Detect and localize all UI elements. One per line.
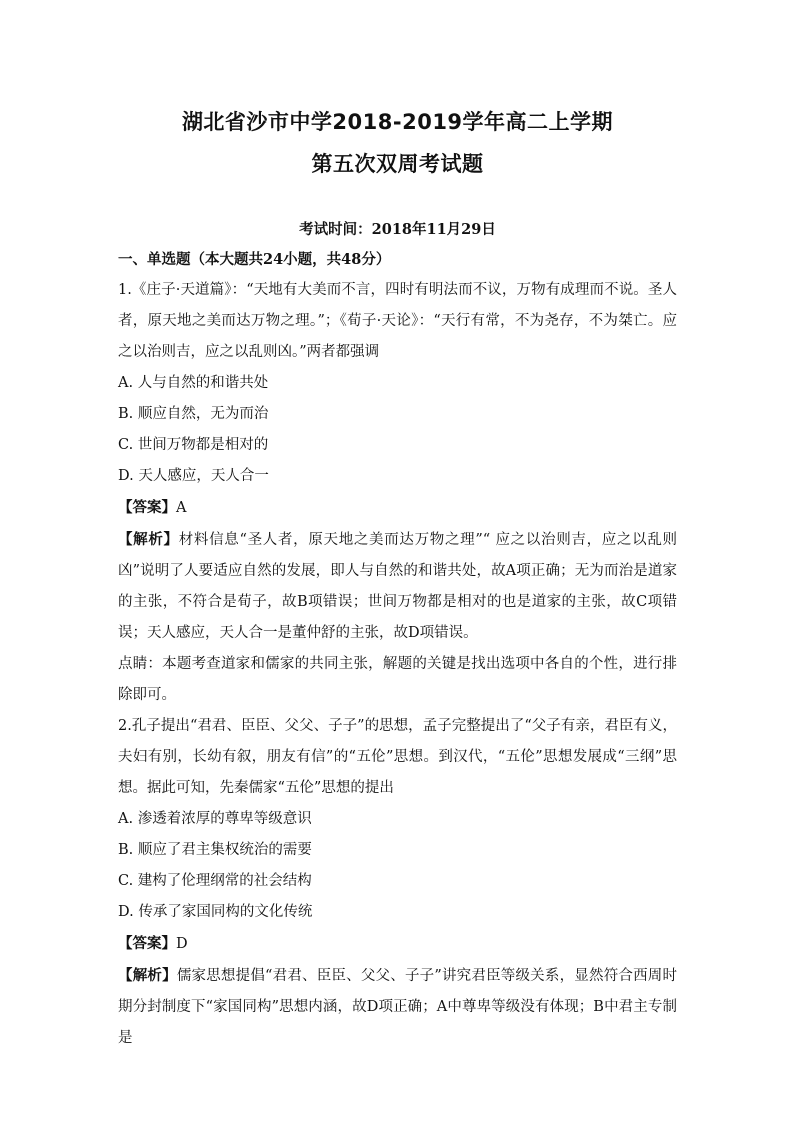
option-c: C. 建构了伦理纲常的社会结构	[118, 873, 312, 889]
option-b: B. 顺应了君主集权统治的需要	[118, 842, 312, 858]
exam-time: 考试时间：2018年11月29日	[299, 221, 496, 238]
answer-value: A	[176, 500, 187, 516]
question-stem: 2.孔子提出“君君、臣臣、父父、子子”的思想，孟子完整提出了“父子有亲，君臣有义，夫妇有别，长幼有叙，朋友有信”的“五伦”思想。到汉代，“五伦”思想发展成“三纲”思想。据此可知，先秦儒家“五伦”思想的提出	[118, 718, 677, 796]
answer-value: D	[176, 936, 188, 952]
analysis-text: 材料信息“圣人者，原天地之美而达万物之理”“ 应之以治则吉，应之以乱则凶”说明了人要适应自然的发展，即人与自然的和谐共处，故A项正确；无为而治是道家的主张，不符合是荀子，故B项错误；世间万物都是相对的也是道家的主张，故C项错误；天人感应，天人合一是董仲舒的主张，故D项错误。	[118, 532, 677, 641]
tip-note: 点睛：本题考查道家和儒家的共同主张，解题的关键是找出选项中各自的个性，进行排除即可。	[118, 656, 677, 703]
question-1	[118, 275, 677, 711]
analysis-label: 【解析】	[118, 531, 179, 548]
answer-line	[118, 928, 677, 960]
document-title: 湖北省沙市中学2018-2019学年高二上学期	[181, 110, 614, 134]
option-d: D. 天人感应，天人合一	[118, 468, 269, 484]
answer-label: 【答案】	[118, 499, 176, 516]
option-c: C. 世间万物都是相对的	[118, 437, 269, 453]
option-b: B. 顺应自然，无为而治	[118, 406, 269, 422]
answer-label: 【答案】	[118, 935, 176, 952]
analysis-text: 儒家思想提倡“君君、臣臣、父父、子子”讲究君臣等级关系，显然符合西周时期分封制度下“家国同构”思想内涵，故D项正确；A中尊卑等级没有体现；B中君主专制是	[118, 968, 677, 1046]
answer-line	[118, 492, 677, 524]
section-heading: 一、单选题（本大题共24小题，共48分）	[118, 251, 391, 268]
analysis-paragraph	[118, 960, 677, 1054]
analysis-label: 【解析】	[118, 967, 177, 984]
option-d: D. 传承了家国同构的文化传统	[118, 904, 313, 920]
option-a: A. 人与自然的和谐共处	[118, 375, 269, 391]
option-a: A. 渗透着浓厚的尊卑等级意识	[118, 811, 312, 827]
question-2	[118, 711, 677, 1054]
document-subtitle: 第五次双周考试题	[311, 152, 484, 176]
analysis-paragraph	[118, 524, 677, 649]
question-stem: 1.《庄子·天道篇》：“天地有大美而不言，四时有明法而不议，万物有成理而不说。圣人者，原天地之美而达万物之理。”；《荀子·天论》：“天行有常，不为尧存，不为桀亡。应之以治则吉，应之以乱则凶。”两者都强调	[118, 282, 677, 360]
